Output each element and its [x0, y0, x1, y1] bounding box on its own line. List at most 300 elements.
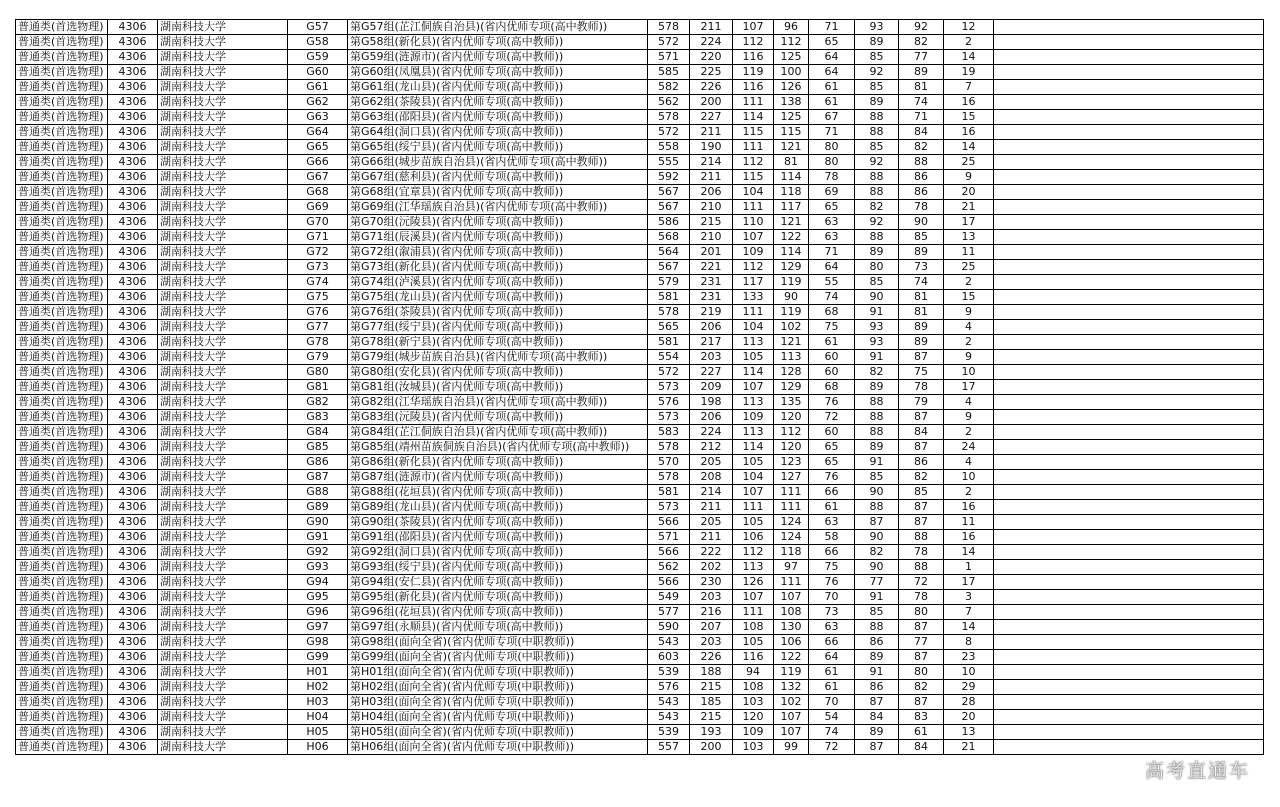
table-row — [16, 665, 1264, 680]
school-code-cell: 4306 — [108, 455, 158, 470]
table-row — [16, 710, 1264, 725]
score-b-cell: 107 — [774, 725, 809, 740]
score-b-cell: 122 — [774, 230, 809, 245]
group-code-cell: G76 — [288, 305, 348, 320]
school-name-cell: 湖南科技大学 — [158, 350, 288, 365]
group-name-cell: 第G97组(永顺县)(省内优师专项(高中教师)) — [348, 620, 648, 635]
chinese-math-sum-cell: 224 — [690, 35, 733, 50]
school-name-cell: 湖南科技大学 — [158, 605, 288, 620]
empty-cell — [994, 365, 1264, 380]
min-score-cell: 581 — [648, 485, 690, 500]
empty-cell — [994, 80, 1264, 95]
score-a-cell: 126 — [733, 575, 774, 590]
score-b-cell: 129 — [774, 380, 809, 395]
score-d-cell: 87 — [855, 515, 899, 530]
plan-count-cell: 14 — [944, 545, 994, 560]
score-a-cell: 115 — [733, 170, 774, 185]
chinese-math-sum-cell: 215 — [690, 215, 733, 230]
group-name-cell: 第G85组(靖州苗族侗族自治县)(省内优师专项(高中教师)) — [348, 440, 648, 455]
chinese-math-sum-cell: 211 — [690, 170, 733, 185]
score-e-cell: 78 — [899, 380, 944, 395]
min-score-cell: 571 — [648, 50, 690, 65]
score-b-cell: 138 — [774, 95, 809, 110]
score-d-cell: 86 — [855, 635, 899, 650]
score-e-cell: 81 — [899, 290, 944, 305]
school-name-cell: 湖南科技大学 — [158, 695, 288, 710]
empty-cell — [994, 545, 1264, 560]
category-cell: 普通类(首选物理) — [16, 665, 108, 680]
table-row — [16, 230, 1264, 245]
score-a-cell: 105 — [733, 455, 774, 470]
empty-cell — [994, 530, 1264, 545]
school-code-cell: 4306 — [108, 95, 158, 110]
score-d-cell: 89 — [855, 245, 899, 260]
table-row — [16, 470, 1264, 485]
score-d-cell: 91 — [855, 590, 899, 605]
empty-cell — [994, 590, 1264, 605]
score-b-cell: 113 — [774, 350, 809, 365]
category-cell: 普通类(首选物理) — [16, 320, 108, 335]
chinese-math-sum-cell: 206 — [690, 410, 733, 425]
score-a-cell: 116 — [733, 50, 774, 65]
score-c-cell: 71 — [809, 20, 855, 35]
category-cell: 普通类(首选物理) — [16, 125, 108, 140]
score-e-cell: 85 — [899, 485, 944, 500]
plan-count-cell: 10 — [944, 470, 994, 485]
min-score-cell: 562 — [648, 560, 690, 575]
school-code-cell: 4306 — [108, 305, 158, 320]
min-score-cell: 572 — [648, 365, 690, 380]
min-score-cell: 566 — [648, 545, 690, 560]
group-code-cell: G95 — [288, 590, 348, 605]
score-a-cell: 94 — [733, 665, 774, 680]
category-cell: 普通类(首选物理) — [16, 185, 108, 200]
score-b-cell: 122 — [774, 650, 809, 665]
score-c-cell: 65 — [809, 200, 855, 215]
score-e-cell: 81 — [899, 305, 944, 320]
group-name-cell: 第G92组(洞口县)(省内优师专项(高中教师)) — [348, 545, 648, 560]
group-name-cell: 第G62组(茶陵县)(省内优师专项(高中教师)) — [348, 95, 648, 110]
min-score-cell: 583 — [648, 425, 690, 440]
score-d-cell: 91 — [855, 665, 899, 680]
category-cell: 普通类(首选物理) — [16, 605, 108, 620]
score-b-cell: 126 — [774, 80, 809, 95]
score-d-cell: 88 — [855, 395, 899, 410]
group-code-cell: G99 — [288, 650, 348, 665]
score-a-cell: 103 — [733, 740, 774, 755]
table-row — [16, 275, 1264, 290]
score-c-cell: 72 — [809, 410, 855, 425]
group-code-cell: G71 — [288, 230, 348, 245]
school-code-cell: 4306 — [108, 20, 158, 35]
school-name-cell: 湖南科技大学 — [158, 305, 288, 320]
school-name-cell: 湖南科技大学 — [158, 320, 288, 335]
group-name-cell: 第H04组(面向全省)(省内优师专项(中职教师)) — [348, 710, 648, 725]
score-c-cell: 64 — [809, 260, 855, 275]
category-cell: 普通类(首选物理) — [16, 500, 108, 515]
score-d-cell: 93 — [855, 20, 899, 35]
score-a-cell: 113 — [733, 425, 774, 440]
group-name-cell: 第G83组(沅陵县)(省内优师专项(高中教师)) — [348, 410, 648, 425]
category-cell: 普通类(首选物理) — [16, 575, 108, 590]
score-c-cell: 66 — [809, 635, 855, 650]
score-b-cell: 123 — [774, 455, 809, 470]
table-row — [16, 695, 1264, 710]
score-e-cell: 85 — [899, 230, 944, 245]
score-c-cell: 75 — [809, 560, 855, 575]
group-name-cell: 第G89组(龙山县)(省内优师专项(高中教师)) — [348, 500, 648, 515]
plan-count-cell: 2 — [944, 335, 994, 350]
min-score-cell: 576 — [648, 395, 690, 410]
table-row — [16, 440, 1264, 455]
score-e-cell: 84 — [899, 125, 944, 140]
plan-count-cell: 1 — [944, 560, 994, 575]
chinese-math-sum-cell: 215 — [690, 710, 733, 725]
empty-cell — [994, 260, 1264, 275]
plan-count-cell: 17 — [944, 380, 994, 395]
watermark: 高考直通车 — [1144, 760, 1250, 782]
score-d-cell: 84 — [855, 710, 899, 725]
empty-cell — [994, 275, 1264, 290]
category-cell: 普通类(首选物理) — [16, 635, 108, 650]
score-d-cell: 77 — [855, 575, 899, 590]
score-d-cell: 85 — [855, 80, 899, 95]
table-row — [16, 200, 1264, 215]
score-e-cell: 90 — [899, 215, 944, 230]
empty-cell — [994, 410, 1264, 425]
group-code-cell: H04 — [288, 710, 348, 725]
school-code-cell: 4306 — [108, 440, 158, 455]
school-name-cell: 湖南科技大学 — [158, 680, 288, 695]
score-a-cell: 113 — [733, 335, 774, 350]
score-e-cell: 72 — [899, 575, 944, 590]
group-code-cell: G89 — [288, 500, 348, 515]
score-a-cell: 109 — [733, 725, 774, 740]
score-a-cell: 104 — [733, 320, 774, 335]
plan-count-cell: 12 — [944, 20, 994, 35]
group-code-cell: G82 — [288, 395, 348, 410]
score-d-cell: 87 — [855, 740, 899, 755]
table-row — [16, 80, 1264, 95]
min-score-cell: 539 — [648, 665, 690, 680]
score-a-cell: 105 — [733, 350, 774, 365]
score-d-cell: 92 — [855, 215, 899, 230]
school-name-cell: 湖南科技大学 — [158, 380, 288, 395]
group-name-cell: 第G74组(泸溪县)(省内优师专项(高中教师)) — [348, 275, 648, 290]
group-name-cell: 第G58组(新化县)(省内优师专项(高中教师)) — [348, 35, 648, 50]
min-score-cell: 572 — [648, 125, 690, 140]
score-c-cell: 60 — [809, 350, 855, 365]
min-score-cell: 554 — [648, 350, 690, 365]
score-a-cell: 105 — [733, 635, 774, 650]
table-row — [16, 95, 1264, 110]
score-c-cell: 61 — [809, 680, 855, 695]
empty-cell — [994, 245, 1264, 260]
score-e-cell: 82 — [899, 470, 944, 485]
score-a-cell: 104 — [733, 185, 774, 200]
school-name-cell: 湖南科技大学 — [158, 95, 288, 110]
score-e-cell: 78 — [899, 590, 944, 605]
table-row — [16, 425, 1264, 440]
group-name-cell: 第G67组(慈利县)(省内优师专项(高中教师)) — [348, 170, 648, 185]
category-cell: 普通类(首选物理) — [16, 305, 108, 320]
school-code-cell: 4306 — [108, 650, 158, 665]
category-cell: 普通类(首选物理) — [16, 170, 108, 185]
group-code-cell: H06 — [288, 740, 348, 755]
score-d-cell: 85 — [855, 140, 899, 155]
score-c-cell: 68 — [809, 305, 855, 320]
group-name-cell: 第G73组(新化县)(省内优师专项(高中教师)) — [348, 260, 648, 275]
score-c-cell: 60 — [809, 365, 855, 380]
table-row — [16, 20, 1264, 35]
school-name-cell: 湖南科技大学 — [158, 290, 288, 305]
chinese-math-sum-cell: 209 — [690, 380, 733, 395]
empty-cell — [994, 605, 1264, 620]
chinese-math-sum-cell: 221 — [690, 260, 733, 275]
score-b-cell: 129 — [774, 260, 809, 275]
group-name-cell: 第G91组(邵阳县)(省内优师专项(高中教师)) — [348, 530, 648, 545]
group-code-cell: G87 — [288, 470, 348, 485]
table-row — [16, 395, 1264, 410]
score-b-cell: 120 — [774, 440, 809, 455]
score-c-cell: 63 — [809, 215, 855, 230]
chinese-math-sum-cell: 211 — [690, 20, 733, 35]
plan-count-cell: 24 — [944, 440, 994, 455]
score-c-cell: 76 — [809, 575, 855, 590]
school-code-cell: 4306 — [108, 515, 158, 530]
school-code-cell: 4306 — [108, 230, 158, 245]
plan-count-cell: 3 — [944, 590, 994, 605]
group-name-cell: 第G64组(洞口县)(省内优师专项(高中教师)) — [348, 125, 648, 140]
empty-cell — [994, 65, 1264, 80]
score-d-cell: 89 — [855, 650, 899, 665]
min-score-cell: 567 — [648, 260, 690, 275]
table-row — [16, 170, 1264, 185]
school-code-cell: 4306 — [108, 80, 158, 95]
score-e-cell: 74 — [899, 275, 944, 290]
score-c-cell: 80 — [809, 155, 855, 170]
school-name-cell: 湖南科技大学 — [158, 710, 288, 725]
group-code-cell: G84 — [288, 425, 348, 440]
table-row — [16, 35, 1264, 50]
school-code-cell: 4306 — [108, 185, 158, 200]
chinese-math-sum-cell: 211 — [690, 500, 733, 515]
school-code-cell: 4306 — [108, 425, 158, 440]
score-c-cell: 65 — [809, 440, 855, 455]
min-score-cell: 573 — [648, 410, 690, 425]
score-d-cell: 86 — [855, 680, 899, 695]
school-code-cell: 4306 — [108, 710, 158, 725]
empty-cell — [994, 635, 1264, 650]
plan-count-cell: 2 — [944, 425, 994, 440]
min-score-cell: 567 — [648, 200, 690, 215]
group-name-cell: 第G66组(城步苗族自治县)(省内优师专项(高中教师)) — [348, 155, 648, 170]
score-d-cell: 82 — [855, 200, 899, 215]
score-d-cell: 88 — [855, 500, 899, 515]
school-code-cell: 4306 — [108, 140, 158, 155]
table-row — [16, 50, 1264, 65]
score-e-cell: 71 — [899, 110, 944, 125]
school-name-cell: 湖南科技大学 — [158, 740, 288, 755]
score-e-cell: 89 — [899, 335, 944, 350]
score-e-cell: 89 — [899, 65, 944, 80]
score-a-cell: 114 — [733, 440, 774, 455]
table-row — [16, 635, 1264, 650]
score-e-cell: 86 — [899, 170, 944, 185]
score-b-cell: 127 — [774, 470, 809, 485]
school-code-cell: 4306 — [108, 665, 158, 680]
score-a-cell: 113 — [733, 395, 774, 410]
score-e-cell: 75 — [899, 365, 944, 380]
group-code-cell: G77 — [288, 320, 348, 335]
group-code-cell: G92 — [288, 545, 348, 560]
table-row — [16, 725, 1264, 740]
min-score-cell: 562 — [648, 95, 690, 110]
score-b-cell: 90 — [774, 290, 809, 305]
min-score-cell: 578 — [648, 110, 690, 125]
school-name-cell: 湖南科技大学 — [158, 545, 288, 560]
category-cell: 普通类(首选物理) — [16, 680, 108, 695]
score-a-cell: 112 — [733, 260, 774, 275]
score-c-cell: 61 — [809, 80, 855, 95]
score-e-cell: 81 — [899, 80, 944, 95]
plan-count-cell: 2 — [944, 485, 994, 500]
score-e-cell: 82 — [899, 35, 944, 50]
group-code-cell: G63 — [288, 110, 348, 125]
group-code-cell: G88 — [288, 485, 348, 500]
empty-cell — [994, 50, 1264, 65]
school-code-cell: 4306 — [108, 170, 158, 185]
score-b-cell: 111 — [774, 500, 809, 515]
empty-cell — [994, 710, 1264, 725]
school-name-cell: 湖南科技大学 — [158, 275, 288, 290]
chinese-math-sum-cell: 206 — [690, 320, 733, 335]
category-cell: 普通类(首选物理) — [16, 50, 108, 65]
table-row — [16, 560, 1264, 575]
table-row — [16, 320, 1264, 335]
score-c-cell: 60 — [809, 425, 855, 440]
score-c-cell: 65 — [809, 455, 855, 470]
table-row — [16, 530, 1264, 545]
table-row — [16, 515, 1264, 530]
score-b-cell: 124 — [774, 530, 809, 545]
table-row — [16, 125, 1264, 140]
min-score-cell: 573 — [648, 380, 690, 395]
score-d-cell: 93 — [855, 320, 899, 335]
empty-cell — [994, 140, 1264, 155]
empty-cell — [994, 665, 1264, 680]
score-b-cell: 119 — [774, 305, 809, 320]
empty-cell — [994, 695, 1264, 710]
table-row — [16, 620, 1264, 635]
score-a-cell: 116 — [733, 80, 774, 95]
score-d-cell: 92 — [855, 65, 899, 80]
score-e-cell: 78 — [899, 200, 944, 215]
category-cell: 普通类(首选物理) — [16, 350, 108, 365]
empty-cell — [994, 125, 1264, 140]
group-name-cell: 第G63组(邵阳县)(省内优师专项(高中教师)) — [348, 110, 648, 125]
chinese-math-sum-cell: 205 — [690, 455, 733, 470]
plan-count-cell: 17 — [944, 575, 994, 590]
group-code-cell: G67 — [288, 170, 348, 185]
plan-count-cell: 28 — [944, 695, 994, 710]
min-score-cell: 555 — [648, 155, 690, 170]
plan-count-cell: 11 — [944, 245, 994, 260]
plan-count-cell: 23 — [944, 650, 994, 665]
min-score-cell: 549 — [648, 590, 690, 605]
score-c-cell: 71 — [809, 245, 855, 260]
score-a-cell: 111 — [733, 500, 774, 515]
category-cell: 普通类(首选物理) — [16, 485, 108, 500]
score-b-cell: 102 — [774, 320, 809, 335]
school-name-cell: 湖南科技大学 — [158, 125, 288, 140]
table-row — [16, 155, 1264, 170]
chinese-math-sum-cell: 225 — [690, 65, 733, 80]
empty-cell — [994, 20, 1264, 35]
group-name-cell: 第G61组(龙山县)(省内优师专项(高中教师)) — [348, 80, 648, 95]
category-cell: 普通类(首选物理) — [16, 395, 108, 410]
plan-count-cell: 21 — [944, 200, 994, 215]
score-b-cell: 125 — [774, 50, 809, 65]
school-name-cell: 湖南科技大学 — [158, 425, 288, 440]
empty-cell — [994, 485, 1264, 500]
school-code-cell: 4306 — [108, 635, 158, 650]
group-code-cell: G79 — [288, 350, 348, 365]
school-code-cell: 4306 — [108, 350, 158, 365]
school-name-cell: 湖南科技大学 — [158, 560, 288, 575]
group-code-cell: G74 — [288, 275, 348, 290]
score-e-cell: 89 — [899, 320, 944, 335]
chinese-math-sum-cell: 216 — [690, 605, 733, 620]
school-name-cell: 湖南科技大学 — [158, 65, 288, 80]
min-score-cell: 543 — [648, 710, 690, 725]
school-name-cell: 湖南科技大学 — [158, 725, 288, 740]
category-cell: 普通类(首选物理) — [16, 530, 108, 545]
score-d-cell: 88 — [855, 230, 899, 245]
school-name-cell: 湖南科技大学 — [158, 230, 288, 245]
group-code-cell: G62 — [288, 95, 348, 110]
score-b-cell: 97 — [774, 560, 809, 575]
plan-count-cell: 14 — [944, 620, 994, 635]
empty-cell — [994, 110, 1264, 125]
plan-count-cell: 15 — [944, 290, 994, 305]
score-d-cell: 89 — [855, 440, 899, 455]
plan-count-cell: 16 — [944, 500, 994, 515]
score-d-cell: 89 — [855, 725, 899, 740]
group-name-cell: 第G80组(安化县)(省内优师专项(高中教师)) — [348, 365, 648, 380]
score-c-cell: 64 — [809, 650, 855, 665]
score-b-cell: 111 — [774, 575, 809, 590]
empty-cell — [994, 320, 1264, 335]
school-code-cell: 4306 — [108, 245, 158, 260]
category-cell: 普通类(首选物理) — [16, 440, 108, 455]
empty-cell — [994, 470, 1264, 485]
category-cell: 普通类(首选物理) — [16, 230, 108, 245]
school-name-cell: 湖南科技大学 — [158, 245, 288, 260]
school-name-cell: 湖南科技大学 — [158, 590, 288, 605]
chinese-math-sum-cell: 212 — [690, 440, 733, 455]
school-code-cell: 4306 — [108, 695, 158, 710]
min-score-cell: 564 — [648, 245, 690, 260]
plan-count-cell: 25 — [944, 155, 994, 170]
group-code-cell: G91 — [288, 530, 348, 545]
min-score-cell: 557 — [648, 740, 690, 755]
score-c-cell: 80 — [809, 140, 855, 155]
empty-cell — [994, 680, 1264, 695]
category-cell: 普通类(首选物理) — [16, 470, 108, 485]
min-score-cell: 581 — [648, 335, 690, 350]
group-code-cell: G90 — [288, 515, 348, 530]
